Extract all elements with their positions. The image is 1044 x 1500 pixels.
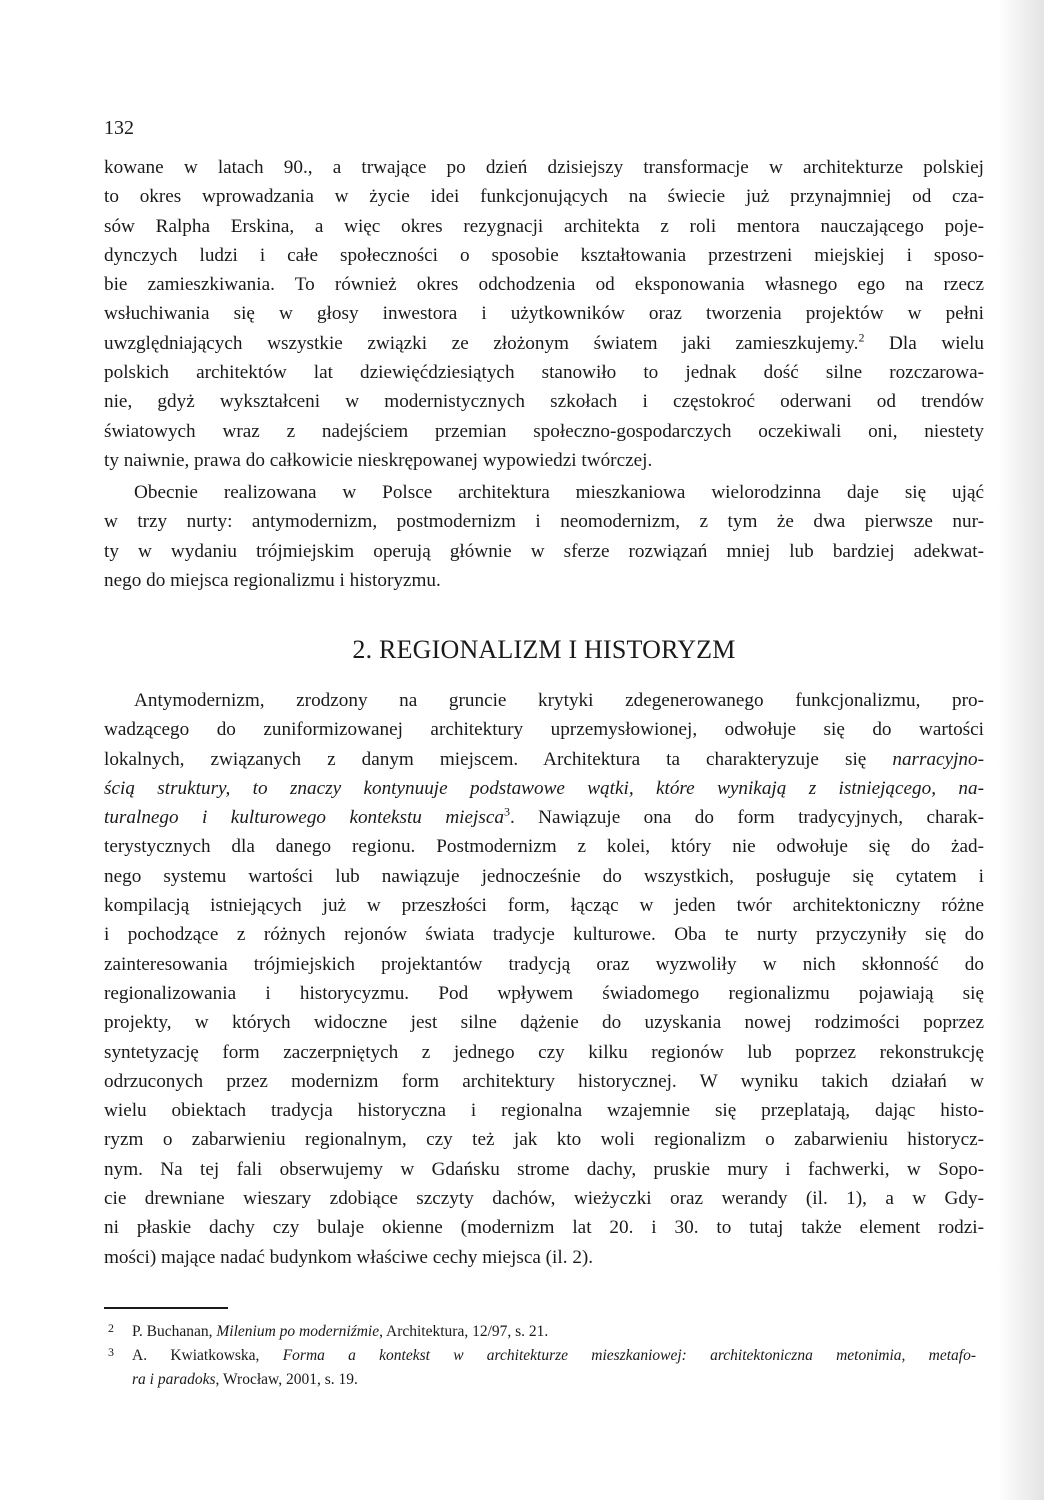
- paragraph-2: [104, 478, 984, 595]
- text-line: cie drewniane wieszary zdobiące szczyty dachów, wieżyczki oraz werandy (il. 1), a w Gdy-: [104, 1188, 984, 1210]
- text-line: Antymodernizm, zrodzony na gruncie krytyki zdegenerowanego funkcjonalizmu, pro-: [134, 690, 984, 711]
- footnote-rest: , Wrocław, 2001, s. 19.: [215, 1371, 358, 1388]
- text-line: kompilacją istniejących już w przeszłości form, łącząc w jeden twór architektoniczny różne: [104, 895, 984, 917]
- text-line: nie, gdyż wykształceni w modernistycznych szkołach i częstokroć oderwani od trendów: [104, 391, 984, 413]
- footnote-line: [132, 1320, 976, 1344]
- text-line: nego systemu wartości lub nawiązuje jednocześnie do wszystkich, posługuje się cytatem i: [104, 865, 984, 887]
- footnote-rest: , Architektura, 12/97, s. 21.: [379, 1323, 549, 1340]
- text-line: w trzy nurty: antymodernizm, postmodernizm i neomodernizm, z tym że dwa pierwsze nur-: [104, 511, 984, 533]
- text-run: . Nawiązuje ona do form tradycyjnych, charak-: [509, 807, 984, 829]
- footnote-ref-3: 3: [503, 804, 510, 819]
- text-line: [104, 745, 984, 774]
- text-line: bie zamieszkiwania. To również okres odchodzenia od eksponowania własnego ego na rzecz: [104, 274, 984, 296]
- footnote-ref-2: 2: [858, 330, 865, 345]
- text-line: sów Ralpha Erskina, a więc okres rezygnacji architekta z roli mentora nauczającego poje-: [104, 215, 984, 237]
- text-line: mości) mające nadać budynkom właściwe cechy miejsca (il. 2).: [104, 1246, 594, 1268]
- footnote-author: P. Buchanan,: [132, 1323, 217, 1340]
- footnote-author: A. Kwiatkowska,: [132, 1347, 283, 1364]
- text-line: polskich architektów lat dziewięćdziesiątych stanowiło to jednak dość silne rozczarowa-: [104, 362, 984, 384]
- text-line: [104, 774, 984, 803]
- footnote-2: [104, 1320, 976, 1344]
- text-run: lokalnych, związanych z danym miejscem. Architektura ta charakteryzuje się: [104, 748, 893, 770]
- footnote-line: [132, 1344, 976, 1368]
- text-line: wadzącego do zuniformizowanej architektury uprzemysłowionej, odwołuje się do wartości: [104, 719, 984, 741]
- footnote-title: ra i paradoks: [132, 1371, 216, 1388]
- text-line: regionalizowania i historycyzmu. Pod wpływem świadomego regionalizmu pojawiają się: [104, 982, 984, 1004]
- text-line: wielu obiektach tradycja historyczna i regionalna wzajemnie się przeplatają, dając histo-: [104, 1100, 984, 1122]
- footnote-number: 2: [108, 1321, 114, 1335]
- text-line: i pochodzące z różnych rejonów świata tradycje kulturowe. Oba te nurty przyczyniły się do: [104, 924, 984, 946]
- footnote-number: 3: [108, 1345, 114, 1359]
- text-line: kowane w latach 90., a trwające po dzień dzisiejszy transformacje w architekturze polskiej: [104, 157, 984, 178]
- text-line: nym. Na tej fali obserwujemy w Gdańsku strome dachy, pruskie mury i fachwerki, w Sopo-: [104, 1158, 984, 1180]
- text-run: Dla wielu: [864, 332, 984, 354]
- text-line: wsłuchiwania się w głosy inwestora i użytkowników oraz tworzenia projektów w pełni: [104, 303, 984, 325]
- section-heading: 2. REGIONALIZM I HISTORYZM: [352, 635, 736, 664]
- text-line: ni płaskie dachy czy bulaje okienne (modernizm lat 20. i 30. to tutaj także element rodzi-: [104, 1217, 984, 1239]
- text-line: to okres wprowadzania w życie idei funkcjonujących na świecie już przynajmniej od cza-: [104, 186, 984, 208]
- paragraph-1: [104, 153, 984, 475]
- text-line: syntetyzację form zaczerpniętych z jednego czy kilku regionów lub poprzez rekonstrukcję: [104, 1041, 984, 1063]
- page-edge-shadow: [998, 0, 1044, 1500]
- footnotes: [104, 1320, 976, 1392]
- text-line: zainteresowania trójmiejskich projektantów tradycją oraz wyzwoliły w nich skłonność do: [104, 953, 984, 975]
- text-line: dynczych ludzi i całe społeczności o sposobie kształtowania przestrzeni miejskiej i sposo-: [104, 244, 984, 266]
- quote-italic: turalnego i kulturowego kontekstu miejsca: [104, 807, 504, 829]
- text-line: światowych wraz z nadejściem przemian społeczno-gospodarczych oczekiwali oni, niestety: [104, 420, 984, 442]
- quote-italic: ścią struktury, to znaczy kontynuuje podstawowe wątki, które wynikają z istniejącego, na-: [104, 777, 984, 799]
- text-line: ty w wydaniu trójmiejskim operują głównie w sferze rozwiązań mniej lub bardziej adekwat-: [104, 540, 984, 562]
- text-line: Obecnie realizowana w Polsce architektura mieszkaniowa wielorodzinna daje się ująć: [134, 482, 984, 503]
- text-run: uwzględniających wszystkie związki ze złożonym światem jaki zamieszkujemy.: [104, 332, 859, 354]
- paragraph-3: [104, 686, 984, 1272]
- footnote-line: [132, 1368, 976, 1392]
- text-line: terystycznych dla danego regionu. Postmodernizm z kolei, który nie odwołuje się do żad-: [104, 836, 984, 858]
- text-line: [104, 803, 984, 832]
- page-number: 132: [104, 117, 134, 139]
- text-line: ryzm o zabarwieniu regionalnym, czy też jak kto woli regionalizm o zabarwieniu historycz-: [104, 1129, 984, 1151]
- footnote-title: Forma a kontekst w architekturze mieszkaniowej: architektoniczna metonimia, metafo-: [282, 1347, 976, 1364]
- footnote-divider: [104, 1307, 228, 1309]
- text-line: [104, 329, 984, 358]
- text-line: odrzuconych przez modernizm form architektury historycznej. W wyniku takich działań w: [104, 1070, 984, 1092]
- text-line: nego do miejsca regionalizmu i historyzmu.: [104, 569, 441, 591]
- footnote-3: [104, 1344, 976, 1392]
- footnote-title: Milenium po moderniźmie: [216, 1323, 380, 1340]
- text-line: ty naiwnie, prawa do całkowicie nieskrępowanej wypowiedzi twórczej.: [104, 449, 653, 471]
- quote-italic: narracyjno-: [892, 748, 984, 770]
- text-line: projekty, w których widoczne jest silne dążenie do uzyskania nowej rodzimości poprzez: [104, 1012, 984, 1034]
